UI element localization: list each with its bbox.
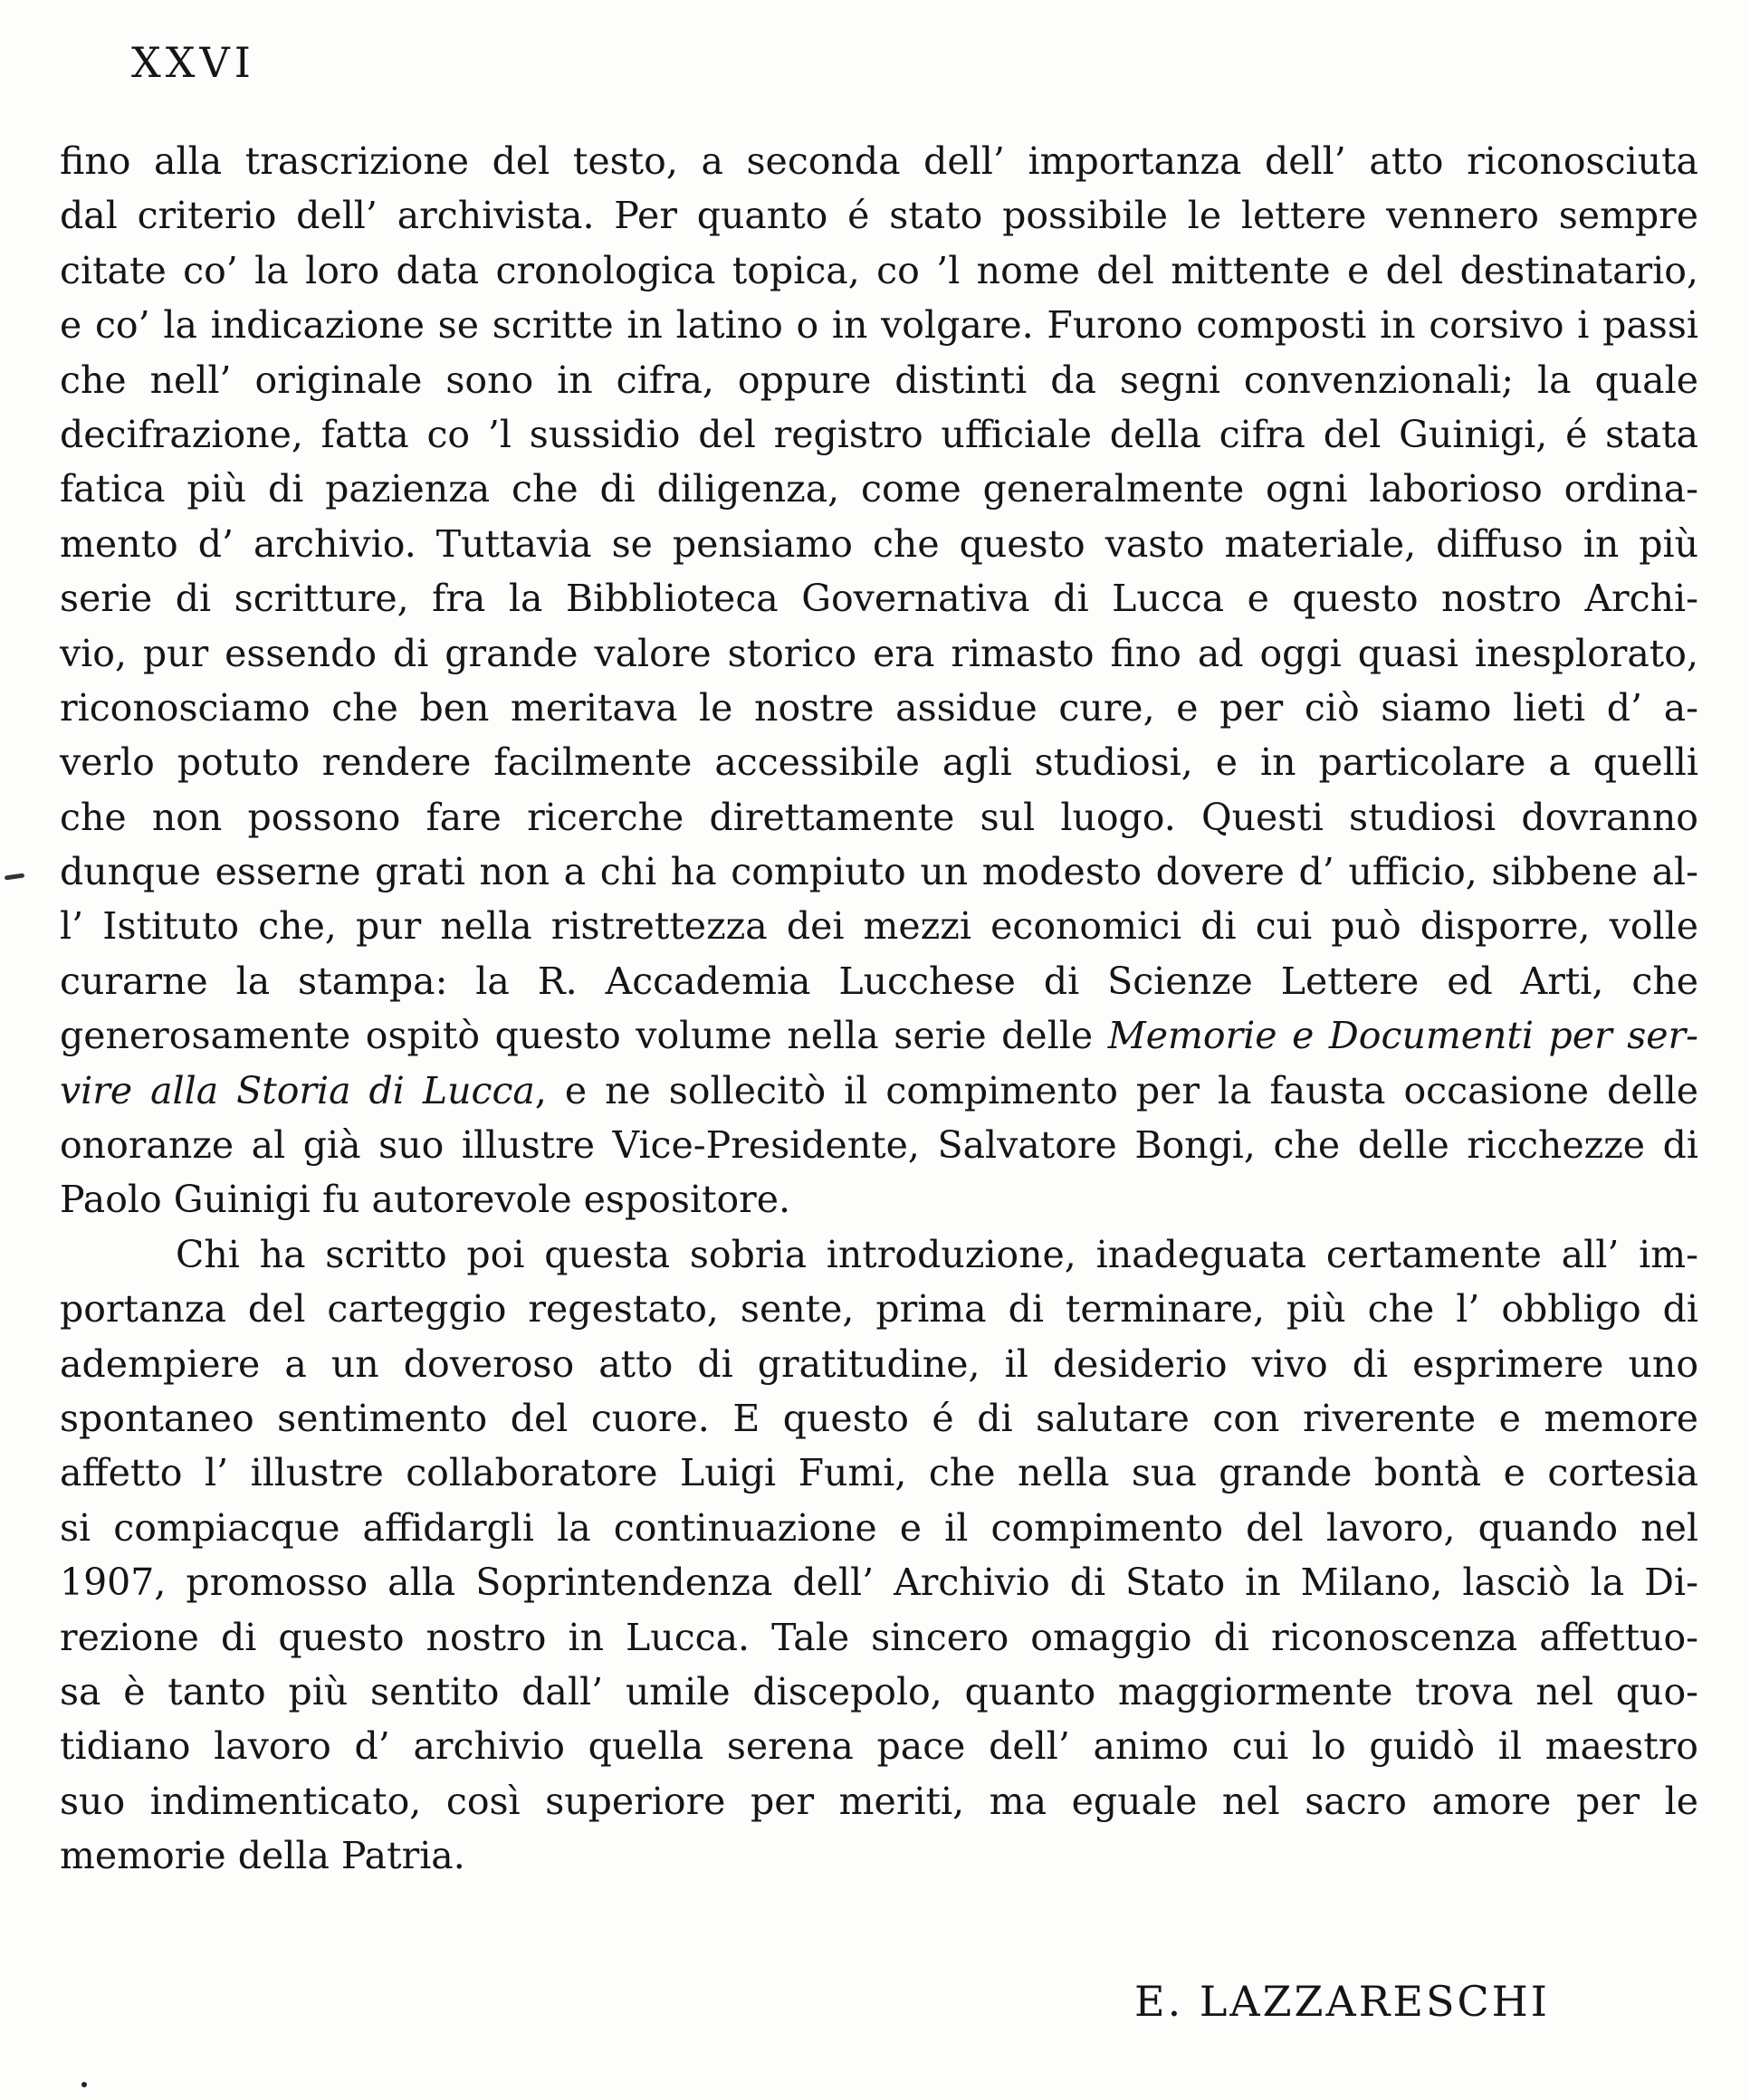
- series-title-italic: vire alla Storia di Lucca: [60, 1068, 535, 1112]
- text-line: che nell’ originale sono in cifra, oppure distinti da segni convenzionali; la quale: [60, 358, 1698, 402]
- text-line: memorie della Patria.: [60, 1834, 465, 1878]
- text-line: Chi ha scritto poi questa sobria introduzione, inadeguata certamente all’ im-: [176, 1232, 1698, 1276]
- page-number: XXVI: [131, 38, 255, 87]
- text-line: [60, 1008, 1698, 1063]
- text-line: serie di scritture, fra la Bibblioteca Governativa di Lucca e questo nostro Archi-: [60, 577, 1698, 621]
- author-signature: E. LAZZARESCHI: [1134, 1977, 1550, 2026]
- text-line: adempiere a un doveroso atto di gratitudine, il desiderio vivo di esprimere uno: [60, 1341, 1698, 1386]
- series-title-italic: Memorie e Documenti per ser-: [1107, 1014, 1698, 1058]
- text-line: dunque esserne grati non a chi ha compiuto un modesto dovere d’ ufficio, sibbene al-: [60, 850, 1698, 894]
- text-line: vio, pur essendo di grande valore storico era rimasto fino ad oggi quasi inesplorato,: [60, 631, 1698, 675]
- text-line: riconosciamo che ben meritava le nostre assidue cure, e per ciò siamo lieti d’ a-: [60, 685, 1698, 730]
- text-line: decifrazione, fatta co ’l sussidio del registro ufficiale della cifra del Guinigi, é stata: [60, 412, 1698, 456]
- text-line: che non possono fare ricerche direttamente sul luogo. Questi studiosi dovranno: [60, 795, 1698, 839]
- text-segment: , e ne sollecitò il compimento per la fausta occasione delle: [534, 1068, 1698, 1112]
- text-line: curarne la stampa: la R. Accademia Lucchese di Scienze Lettere ed Arti, che: [60, 959, 1698, 1003]
- text-line: portanza del carteggio regestato, sente, prima di terminare, più che l’ obbligo di: [60, 1287, 1698, 1332]
- text-line: citate co’ la loro data cronologica topica, co ’l nome del mittente e del destinatario,: [60, 248, 1698, 292]
- text-line: si compiacque affidargli la continuazione e il compimento del lavoro, quando nel: [60, 1505, 1698, 1550]
- text-line: 1907, promosso alla Soprintendenza dell’ Archivio di Stato in Milano, lasciò la Di-: [60, 1561, 1698, 1605]
- text-segment: generosamente ospitò questo volume nella serie delle: [60, 1014, 1108, 1058]
- text-line: dal criterio dell’ archivista. Per quanto é stato possibile le lettere vennero sempre: [60, 194, 1698, 238]
- text-line: fino alla trascrizione del testo, a seconda dell’ importanza dell’ atto riconosciuta: [60, 139, 1698, 183]
- text-line: fatica più di pazienza che di diligenza, come generalmente ogni laborioso ordina-: [60, 467, 1698, 511]
- text-line: verlo potuto rendere facilmente accessibile agli studiosi, e in particolare a quelli: [60, 740, 1698, 785]
- text-line: [60, 1064, 1698, 1118]
- text-line: spontaneo sentimento del cuore. E questo é di salutare con riverente e memore: [60, 1396, 1698, 1440]
- body-text: [60, 134, 1698, 1884]
- text-line: affetto l’ illustre collaboratore Luigi Fumi, che nella sua grande bontà e cortesia: [60, 1451, 1698, 1495]
- text-line: onoranze al già suo illustre Vice-Presidente, Salvatore Bongi, che delle ricchezze di: [60, 1123, 1698, 1168]
- text-line: e co’ la indicazione se scritte in latino o in volgare. Furono composti in corsivo i passi: [60, 303, 1698, 348]
- text-line: sa è tanto più sentito dall’ umile discepolo, quanto maggiormente trova nel quo-: [60, 1669, 1698, 1713]
- margin-mark: [5, 873, 24, 880]
- text-line: mento d’ archivio. Tuttavia se pensiamo che questo vasto materiale, diffuso in più: [60, 521, 1698, 566]
- text-line: l’ Istituto che, pur nella ristrettezza dei mezzi economici di cui può disporre, volle: [60, 904, 1698, 949]
- text-line: rezione di questo nostro in Lucca. Tale sincero omaggio di riconoscenza affettuo-: [60, 1615, 1698, 1659]
- text-line: Paolo Guinigi fu autorevole espositore.: [60, 1178, 791, 1222]
- text-line: suo indimenticato, così superiore per meriti, ma eguale nel sacro amore per le: [60, 1779, 1698, 1823]
- text-line: tidiano lavoro d’ archivio quella serena pace dell’ animo cui lo guidò il maestro: [60, 1724, 1698, 1769]
- ink-speck: [81, 2082, 87, 2087]
